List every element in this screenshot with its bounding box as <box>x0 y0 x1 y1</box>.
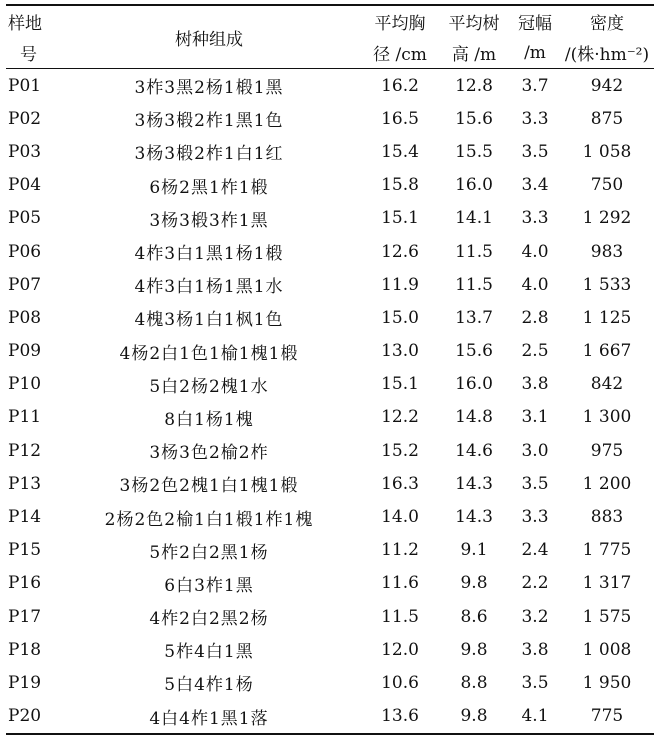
cell-crown: 3.3 <box>521 507 549 528</box>
cell-plot: P09 <box>8 341 42 362</box>
cell-crown: 2.2 <box>521 573 549 594</box>
cell-density: 883 <box>590 507 624 528</box>
table-row <box>6 534 654 567</box>
cell-dbh: 10.6 <box>381 672 419 693</box>
table-row <box>6 268 654 301</box>
cell-dbh: 15.2 <box>381 440 419 461</box>
cell-composition: 6杨2黑1柞1椴 <box>149 177 269 198</box>
cell-height: 12.8 <box>455 75 493 96</box>
cell-dbh: 16.2 <box>381 75 419 96</box>
cell-plot: P15 <box>8 540 42 561</box>
cell-plot: P18 <box>8 639 42 660</box>
cell-composition: 6白3柞1黑 <box>164 575 254 596</box>
table-row <box>6 301 654 334</box>
plot-table <box>6 4 654 735</box>
table-row <box>6 600 654 633</box>
cell-crown: 3.8 <box>521 374 549 395</box>
cell-dbh: 12.6 <box>381 241 419 262</box>
cell-height: 13.7 <box>455 307 493 328</box>
cell-plot: P10 <box>8 374 42 395</box>
cell-dbh: 11.9 <box>381 274 419 295</box>
cell-plot: P02 <box>8 108 42 129</box>
header-density-line2: /(株·hm⁻²) <box>560 37 654 69</box>
table-row <box>6 169 654 202</box>
cell-height: 8.6 <box>460 606 488 627</box>
cell-dbh: 16.3 <box>381 473 419 494</box>
cell-density: 1 200 <box>582 473 632 494</box>
cell-plot: P04 <box>8 175 42 196</box>
cell-density: 942 <box>590 75 624 96</box>
table-row <box>6 235 654 268</box>
cell-composition: 4杨2白1色1榆1槐1椴 <box>119 343 299 364</box>
cell-density: 1 300 <box>582 407 632 428</box>
header-composition: 树种组成 <box>56 5 362 69</box>
cell-plot: P12 <box>8 440 42 461</box>
cell-composition: 5白2杨2槐1水 <box>149 376 269 397</box>
cell-plot: P11 <box>8 407 42 428</box>
cell-height: 11.5 <box>455 274 493 295</box>
cell-density: 1 008 <box>582 639 632 660</box>
cell-crown: 4.0 <box>521 241 549 262</box>
cell-composition: 3杨3椴3柞1黑 <box>149 210 269 231</box>
cell-dbh: 15.0 <box>381 307 419 328</box>
cell-dbh: 15.1 <box>381 374 419 395</box>
cell-composition: 5白4柞1杨 <box>164 675 254 696</box>
cell-height: 8.8 <box>460 672 488 693</box>
table-row <box>6 700 654 734</box>
cell-height: 9.8 <box>438 700 510 734</box>
cell-crown: 4.0 <box>521 274 549 295</box>
cell-height: 11.5 <box>455 241 493 262</box>
table-row <box>6 666 654 699</box>
cell-height: 16.0 <box>455 175 493 196</box>
cell-dbh: 14.0 <box>381 507 419 528</box>
cell-composition: 2杨2色2榆1白1椴1柞1槐 <box>104 509 314 530</box>
cell-crown: 3.7 <box>521 75 549 96</box>
cell-height: 14.8 <box>455 407 493 428</box>
header-crown-line1: 冠幅 <box>510 5 560 37</box>
cell-crown: 3.4 <box>521 175 549 196</box>
cell-density: 1 775 <box>582 540 632 561</box>
cell-height: 15.6 <box>455 341 493 362</box>
cell-crown: 3.5 <box>521 473 549 494</box>
cell-composition: 3杨3椴2柞1白1红 <box>134 144 284 165</box>
cell-dbh: 15.1 <box>381 208 419 229</box>
header-dbh-line2: 径 /cm <box>362 37 438 69</box>
cell-density: 1 667 <box>582 341 632 362</box>
cell-composition: 4柞3白1黑1杨1椴 <box>134 244 284 265</box>
cell-composition: 3杨3椴2柞1黑1色 <box>134 111 284 132</box>
cell-height: 15.6 <box>455 108 493 129</box>
table-row <box>6 69 654 103</box>
cell-crown: 2.8 <box>521 307 549 328</box>
cell-crown: 3.3 <box>521 108 549 129</box>
cell-density: 1 575 <box>582 606 632 627</box>
cell-density: 875 <box>590 108 624 129</box>
cell-plot: P13 <box>8 473 42 494</box>
cell-crown: 3.5 <box>521 141 549 162</box>
cell-density: 1 058 <box>582 141 632 162</box>
cell-crown: 3.5 <box>521 672 549 693</box>
cell-composition: 3杨2色2槐1白1槐1椴 <box>119 476 299 497</box>
cell-plot: P03 <box>8 141 42 162</box>
cell-dbh: 12.0 <box>381 639 419 660</box>
cell-crown: 2.4 <box>521 540 549 561</box>
cell-height: 14.3 <box>455 473 493 494</box>
cell-crown: 3.0 <box>521 440 549 461</box>
cell-density: 1 950 <box>582 672 632 693</box>
table-row <box>6 202 654 235</box>
table-row <box>6 135 654 168</box>
table-row <box>6 567 654 600</box>
cell-height: 9.8 <box>460 639 488 660</box>
cell-plot: P08 <box>8 307 42 328</box>
cell-density: 1 125 <box>582 307 632 328</box>
cell-height: 14.6 <box>455 440 493 461</box>
cell-density: 1 317 <box>582 573 632 594</box>
cell-dbh: 11.5 <box>381 606 419 627</box>
cell-crown: 3.8 <box>521 639 549 660</box>
table-row <box>6 102 654 135</box>
header-dbh-line1: 平均胸 <box>362 5 438 37</box>
cell-composition: 5柞2白2黑1杨 <box>149 542 269 563</box>
cell-height: 9.8 <box>460 573 488 594</box>
cell-density: 1 533 <box>582 274 632 295</box>
cell-plot: P17 <box>8 606 42 627</box>
cell-composition: 4柞2白2黑2杨 <box>149 609 269 630</box>
header-crown-line2: /m <box>510 37 560 69</box>
cell-dbh: 13.0 <box>381 341 419 362</box>
table-row <box>6 335 654 368</box>
cell-plot: P07 <box>8 274 42 295</box>
table-body <box>6 69 654 734</box>
header-height-line1: 平均树 <box>438 5 510 37</box>
cell-height: 14.1 <box>455 208 493 229</box>
cell-height: 15.5 <box>455 141 493 162</box>
cell-plot: P14 <box>8 507 42 528</box>
table-row <box>6 368 654 401</box>
cell-composition: 4白4柞1黑1落 <box>56 700 362 734</box>
cell-height: 16.0 <box>455 374 493 395</box>
cell-dbh: 11.6 <box>381 573 419 594</box>
cell-density: 1 292 <box>582 208 632 229</box>
cell-density: 842 <box>590 374 624 395</box>
table-header <box>6 5 654 69</box>
cell-height: 14.3 <box>455 507 493 528</box>
cell-plot: P16 <box>8 573 42 594</box>
cell-dbh: 12.2 <box>381 407 419 428</box>
table-row <box>6 467 654 500</box>
cell-density: 975 <box>590 440 624 461</box>
cell-dbh: 15.8 <box>381 175 419 196</box>
header-height-line2: 高 /m <box>438 37 510 69</box>
cell-composition: 3柞3黑2杨1椴1黑 <box>134 78 284 99</box>
cell-plot: P01 <box>8 75 42 96</box>
table-row <box>6 500 654 533</box>
cell-dbh: 15.4 <box>381 141 419 162</box>
cell-crown: 3.1 <box>521 407 549 428</box>
cell-plot: P20 <box>6 700 56 734</box>
cell-crown: 3.3 <box>521 208 549 229</box>
cell-composition: 4柞3白1杨1黑1水 <box>134 277 284 298</box>
header-density-line1: 密度 <box>560 5 654 37</box>
cell-composition: 8白1杨1槐 <box>164 409 254 430</box>
cell-plot: P19 <box>8 672 42 693</box>
cell-dbh: 11.2 <box>381 540 419 561</box>
cell-composition: 3杨3色2榆2柞 <box>149 443 269 464</box>
table-row <box>6 434 654 467</box>
cell-composition: 4槐3杨1白1枫1色 <box>134 310 284 331</box>
cell-crown: 3.2 <box>521 606 549 627</box>
cell-dbh: 16.5 <box>381 108 419 129</box>
cell-composition: 5柞4白1黑 <box>164 642 254 663</box>
table-row <box>6 401 654 434</box>
cell-plot: P05 <box>8 208 42 229</box>
header-plot-line2: 号 <box>6 37 56 69</box>
cell-density: 983 <box>590 241 624 262</box>
cell-density: 775 <box>560 700 654 734</box>
cell-dbh: 13.6 <box>362 700 438 734</box>
cell-crown: 4.1 <box>510 700 560 734</box>
cell-density: 750 <box>590 175 624 196</box>
cell-crown: 2.5 <box>521 341 549 362</box>
table-row <box>6 633 654 666</box>
header-plot-line1: 样地 <box>6 5 56 37</box>
cell-height: 9.1 <box>460 540 488 561</box>
cell-plot: P06 <box>8 241 42 262</box>
